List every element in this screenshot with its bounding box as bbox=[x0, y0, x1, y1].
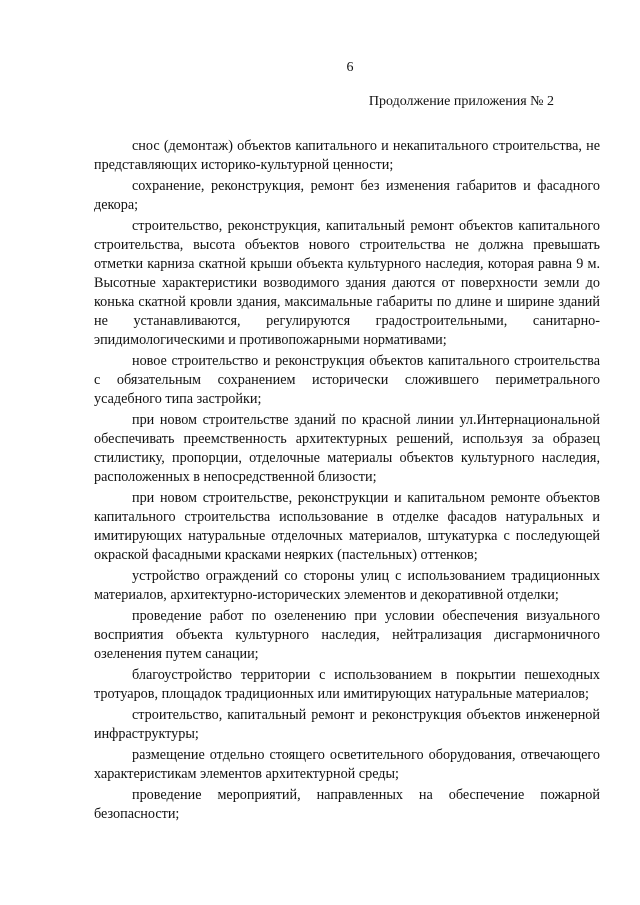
document-body bbox=[94, 137, 600, 826]
paragraph-preservation: сохранение, реконструкция, ремонт без изменения габаритов и фасадного декора; bbox=[94, 178, 600, 213]
continuation-label: Продолжение приложения № 2 bbox=[368, 94, 554, 109]
paragraph-landscaping: проведение работ по озеленению при условии обеспечения визуального восприятия объекта культурного наследия, нейтрализация дисгармоничного озеленения путем санации; bbox=[94, 608, 600, 662]
paragraph-demolition: снос (демонтаж) объектов капитального и некапитального строительства, не представляющих историко-культурной ценности; bbox=[94, 138, 600, 173]
paragraph-facade-materials: при новом строительстве, реконструкции и капитальном ремонте объектов капитального строительства использование в отделке фасадов натуральных и имитирующих натуральные отделочных материалов, штукатурка с последующей окраской фасадными красками неярких (пастельных) оттенков; bbox=[94, 490, 600, 563]
paragraph-fire-safety: проведение мероприятий, направленных на обеспечение пожарной безопасности; bbox=[94, 787, 600, 822]
paragraph-construction-height: строительство, реконструкция, капитальный ремонт объектов капитального строительства, высота объектов нового строительства не должна превышать отметки карниза скатной крыши объекта культурного наследия, которая равна 9 м. Высотные характеристики возводимого здания даются от поверхности земли до конька скатной кровли здания, максимальные габариты по длине и ширине зданий не устанавливаются, регулируются градостроительными, санитарно-эпидимологическими и противопожарными нормативами; bbox=[94, 218, 600, 348]
paragraph-red-line: при новом строительстве зданий по красной линии ул.Интернациональной обеспечивать преемственность архитектурных решений, используя за образец стилистику, пропорции, отделочные материалы объектов культурного наследия, расположенных в непосредственной близости; bbox=[94, 412, 600, 485]
paragraph-lighting: размещение отдельно стоящего осветительного оборудования, отвечающего характеристикам элементов архитектурной среды; bbox=[94, 747, 600, 782]
paragraph-new-construction: новое строительство и реконструкция объектов капитального строительства с обязательным сохранением исторически сложившего периметрального усадебного типа застройки; bbox=[94, 353, 600, 407]
paragraph-fences: устройство ограждений со стороны улиц с использованием традиционных материалов, архитектурно-исторических элементов и декоративной отделки; bbox=[94, 568, 600, 603]
paragraph-infrastructure: строительство, капитальный ремонт и реконструкция объектов инженерной инфраструктуры; bbox=[94, 707, 600, 742]
page-number: 6 bbox=[346, 60, 354, 75]
paragraph-improvement: благоустройство территории с использованием в покрытии пешеходных тротуаров, площадок традиционных или имитирующих натуральные материалов; bbox=[94, 667, 600, 702]
